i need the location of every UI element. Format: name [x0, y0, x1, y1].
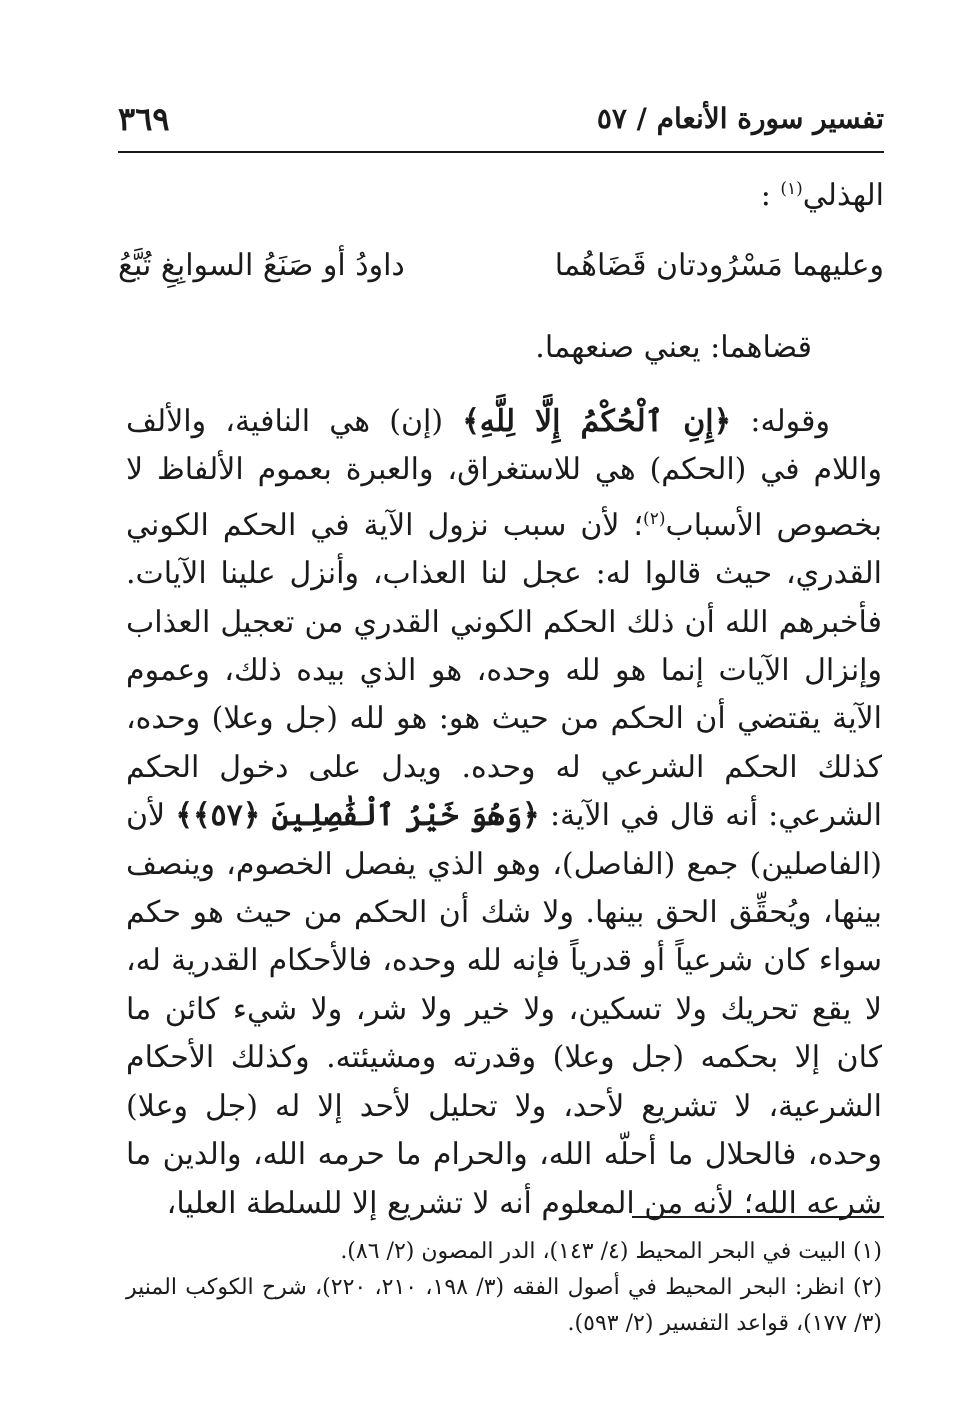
page-header	[118, 96, 884, 148]
footnote-mark: (١)	[852, 1239, 882, 1264]
paragraph-text-1: (إن) هي النافية، والألف واللام في (الحكم) هي للاستغراق، والعبرة بعموم الألفاظ لا بخصوص الأسباب	[126, 404, 882, 543]
verse-gloss: قضاهما: يعني صنعهما.	[535, 330, 812, 365]
footnote-item	[126, 1234, 882, 1270]
paragraph-intro: وقوله:	[731, 404, 831, 439]
footnote-text: انظر: البحر المحيط في أصول الفقه (٣/ ١٩٨، ٢١٠، ٢٢٠)، شرح الكوكب المنير (٣/ ١٧٧)، قواعد التفسير (٢/ ٥٩٣).	[126, 1275, 882, 1336]
footnote-item	[126, 1270, 882, 1342]
paragraph-text-2: ؛ لأن سبب نزول الآية في الحكم الكوني القدري، حيث قالوا له: عجل لنا العذاب، وأنزل علينا الآيات. فأخبرهم الله أن ذلك الحكم الكوني القدري من تعجيل العذاب وإنزال الآيات إنما هو لله وحده، هو الذي بيده ذلك، وعموم الآية يقتضي أن الحكم من حيث هو: هو لله (جل وعلا) وحده، كذلك الحكم الشرعي له وحده. ويدل على دخول الحكم الشرعي: أنه قال في الآية:	[126, 507, 882, 834]
quran-quote-1: ﴿إِنِ ٱلْحُكْمُ إِلَّا لِلَّهِ﴾	[462, 404, 732, 439]
poet-name: الهذلي	[802, 178, 884, 213]
footnote-ref-2: (٢)	[643, 508, 666, 529]
verse-first-hemistich: وعليهما مَسْرُودتان قَضَاهُما	[554, 248, 884, 283]
poem-verse	[118, 248, 884, 304]
paragraph-text-3: لأن (الفاصلين) جمع (الفاصل)، وهو الذي يفصل الخصوم، وينصف بينها، ويُحقِّق الحق بينها. ولا شك أن الحكم من حيث هو حكم سواء كان شرعياً أو قدرياً فإنه لله وحده، فالأحكام القدرية له، لا يقع تحريك ولا تسكين، ولا خير ولا شر، ولا شيء كائن ما كان إلا بحكمه (جل وعلا) وقدرته ومشيئته. وكذلك الأحكام الشرعية، لا تشريع لأحد، ولا تحليل لأحد إلا له (جل وعلا) وحده، فالحلال ما أحلّه الله، والحرام ما حرمه الله، والدين ما شرعه الله؛ لأنه من المعلوم أنه لا تشريع إلا للسلطة العليا،	[126, 798, 882, 1221]
page-number: ٣٦٩	[118, 100, 170, 138]
quran-quote-2: ﴿وَهُوَ خَيْرُ ٱلْفَٰصِلِينَ ﴿٥٧﴾﴾	[175, 798, 540, 834]
attribution-colon: :	[760, 178, 771, 213]
verse-second-hemistich: داودُ أو صَنَعُ السوابِغِ تُبَّعُ	[118, 248, 405, 283]
footnote-ref-1: (١)	[780, 179, 803, 199]
poem-attribution	[761, 178, 884, 213]
footnote-text: البيت في البحر المحيط (٤/ ١٤٣)، الدر المصون (٢/ ٨٦).	[340, 1239, 846, 1264]
header-rule	[118, 151, 884, 153]
running-title: تفسير سورة الأنعام / ٥٧	[596, 102, 884, 135]
footnote-mark: (٢)	[853, 1275, 883, 1300]
commentary-body	[126, 398, 882, 1228]
commentary-paragraph	[126, 398, 882, 1228]
footnotes	[126, 1234, 882, 1342]
footnote-separator	[632, 1216, 884, 1218]
